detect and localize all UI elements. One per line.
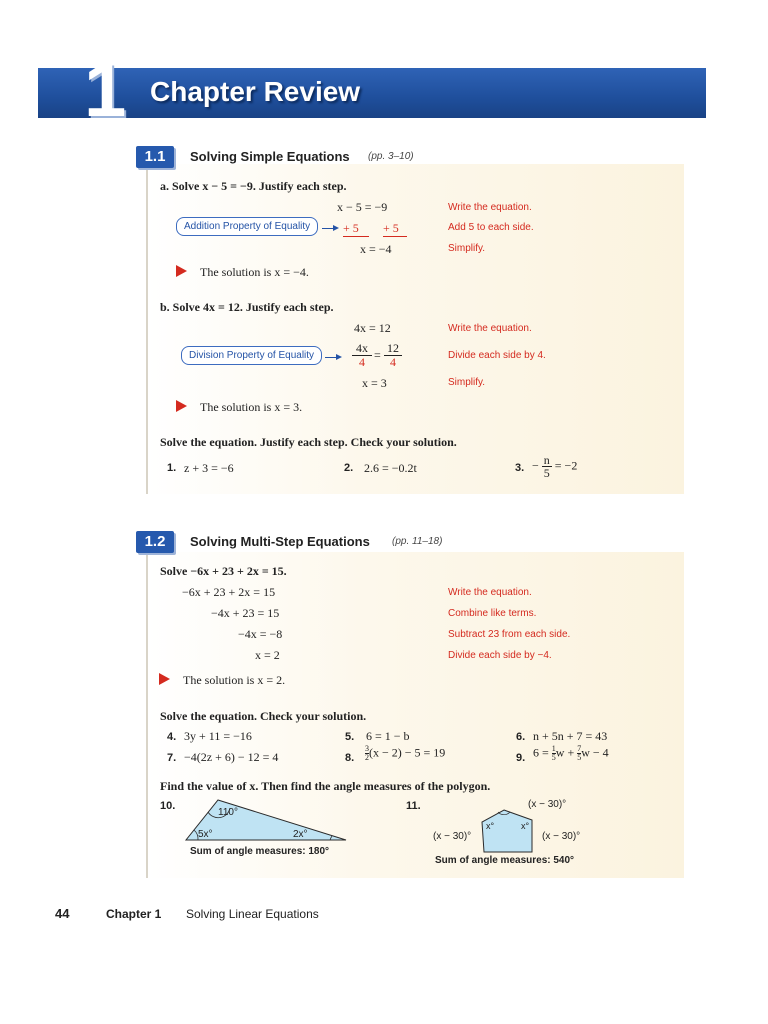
example-note-3: Subtract 23 from each side.	[448, 629, 571, 640]
example-a-prompt: a. Solve x − 5 = −9. Justify each step.	[160, 179, 347, 193]
example-a-line3: x = −4	[360, 242, 392, 256]
play-triangle-icon	[176, 265, 187, 277]
exercise-3	[532, 454, 577, 479]
pentagon-figure	[476, 808, 542, 854]
footer-chapter: Chapter 1	[106, 907, 162, 921]
section-1-1-badge: 1.1	[136, 146, 174, 168]
exercise-8	[365, 745, 445, 762]
frac-right-den: 4	[390, 355, 396, 369]
addition-property-callout: Addition Property of Equality	[176, 217, 318, 236]
exercise-number: 4.	[167, 731, 177, 743]
exercise-1: z + 3 = −6	[184, 461, 234, 475]
example-b-equals: =	[374, 348, 381, 362]
arrow-right-icon	[336, 354, 342, 360]
frac-left-num: 4x	[352, 342, 372, 356]
polygon-prompt: Find the value of x. Then find the angle measures of the polygon.	[160, 779, 491, 793]
example-b-solution: The solution is x = 3.	[200, 400, 303, 414]
triangle-caption: Sum of angle measures: 180°	[190, 846, 330, 857]
pentagon-angle-inner-left: x°	[486, 821, 495, 831]
chapter-banner	[38, 68, 706, 118]
example-note-1: Write the equation.	[448, 587, 532, 598]
example-b-line3: x = 3	[362, 376, 387, 390]
exercise-number: 1.	[167, 462, 177, 474]
exercise-number: 10.	[160, 800, 176, 812]
section-1-2-badge: 1.2	[136, 531, 174, 553]
exercise-5: 6 = 1 − b	[366, 729, 410, 743]
exercise-9-post: w − 4	[581, 745, 609, 760]
frac-num: n	[543, 453, 550, 467]
division-property-callout: Division Property of Equality	[181, 346, 322, 365]
example-note-2: Combine like terms.	[448, 608, 537, 619]
exercise-number: 11.	[406, 800, 421, 812]
chapter-number: 1	[84, 48, 127, 133]
play-triangle-icon	[159, 673, 170, 685]
example-b-note3: Simplify.	[448, 377, 486, 388]
example-b-note1: Write the equation.	[448, 323, 532, 334]
frac-num: 3	[365, 744, 369, 753]
section-1-1-title: Solving Simple Equations	[190, 149, 350, 164]
exercise-9-pre: 6 =	[533, 745, 549, 760]
exercise-3-sign: −	[532, 458, 539, 473]
arrow-right-icon	[333, 225, 339, 231]
section-1-1-pages: (pp. 3–10)	[368, 151, 414, 162]
frac-right-num: 12	[384, 342, 402, 356]
example-prompt: Solve −6x + 23 + 2x = 15.	[160, 564, 287, 578]
triangle-angle-right: 2x°	[293, 829, 308, 840]
example-step-2: −4x + 23 = 15	[211, 606, 280, 620]
page-number: 44	[55, 906, 70, 921]
frac-den: 5	[551, 753, 556, 762]
exercise-6: n + 5n + 7 = 43	[533, 729, 608, 743]
example-a-solution: The solution is x = −4.	[200, 265, 309, 279]
exercise-4: 3y + 11 = −16	[184, 729, 252, 743]
example-a-note1: Write the equation.	[448, 202, 532, 213]
section-1-2-pages: (pp. 11–18)	[392, 536, 443, 547]
exercise-7: −4(2z + 6) − 12 = 4	[184, 750, 279, 764]
example-b-frac-left	[352, 342, 372, 369]
pentagon-caption: Sum of angle measures: 540°	[435, 855, 575, 866]
exercise-3-fraction	[542, 454, 552, 479]
exercise-number: 9.	[516, 752, 526, 764]
example-a-add-left: + 5	[343, 221, 369, 237]
pentagon-angle-right: (x − 30)°	[542, 831, 581, 842]
example-a-note2: Add 5 to each side.	[448, 222, 534, 233]
triangle-angle-top: 110°	[218, 807, 238, 818]
example-step-3: −4x = −8	[238, 627, 283, 641]
pentagon-angle-inner-right: x°	[521, 821, 530, 831]
frac-den: 5	[577, 753, 582, 762]
pentagon-angle-left: (x − 30)°	[433, 831, 472, 842]
example-a-note3: Simplify.	[448, 243, 486, 254]
example-a-line1: x − 5 = −9	[337, 200, 388, 214]
exercise-2: 2.6 = −0.2t	[364, 461, 417, 475]
exercise-number: 3.	[515, 462, 525, 474]
exercise-8-rest: (x − 2) − 5 = 19	[369, 745, 446, 760]
chapter-title: Chapter Review	[150, 76, 361, 107]
section-1-2-exercise-prompt: Solve the equation. Check your solution.	[160, 709, 367, 723]
exercise-number: 5.	[345, 731, 355, 743]
frac-num: 7	[577, 744, 582, 753]
example-solution: The solution is x = 2.	[183, 673, 286, 687]
pentagon-angle-top: (x − 30)°	[528, 799, 567, 810]
section-1-2-title: Solving Multi-Step Equations	[190, 534, 370, 549]
triangle-angle-left: 5x°	[198, 829, 213, 840]
example-b-line1: 4x = 12	[354, 321, 391, 335]
exercise-9	[533, 745, 609, 762]
example-b-note2: Divide each side by 4.	[448, 350, 546, 361]
frac-den: 2	[365, 753, 369, 762]
exercise-number: 6.	[516, 731, 526, 743]
exercise-3-rhs: = −2	[554, 458, 578, 473]
exercise-number: 8.	[345, 752, 355, 764]
example-note-4: Divide each side by −4.	[448, 650, 552, 661]
example-step-4: x = 2	[255, 648, 280, 662]
example-a-add-right: + 5	[383, 221, 407, 237]
pentagon-shape	[482, 810, 532, 852]
example-b-prompt: b. Solve 4x = 12. Justify each step.	[160, 300, 334, 314]
exercise-number: 2.	[344, 462, 354, 474]
section-1-1-exercise-prompt: Solve the equation. Justify each step. Check your solution.	[160, 435, 457, 449]
frac-den: 5	[543, 466, 550, 480]
play-triangle-icon	[176, 400, 187, 412]
example-b-frac-right	[384, 342, 402, 369]
exercise-number: 7.	[167, 752, 177, 764]
example-step-1: −6x + 23 + 2x = 15	[182, 585, 276, 599]
frac-num: 1	[551, 744, 556, 753]
frac-left-den: 4	[359, 355, 365, 369]
footer-title: Solving Linear Equations	[186, 907, 319, 921]
exercise-9-mid: w +	[555, 745, 575, 760]
